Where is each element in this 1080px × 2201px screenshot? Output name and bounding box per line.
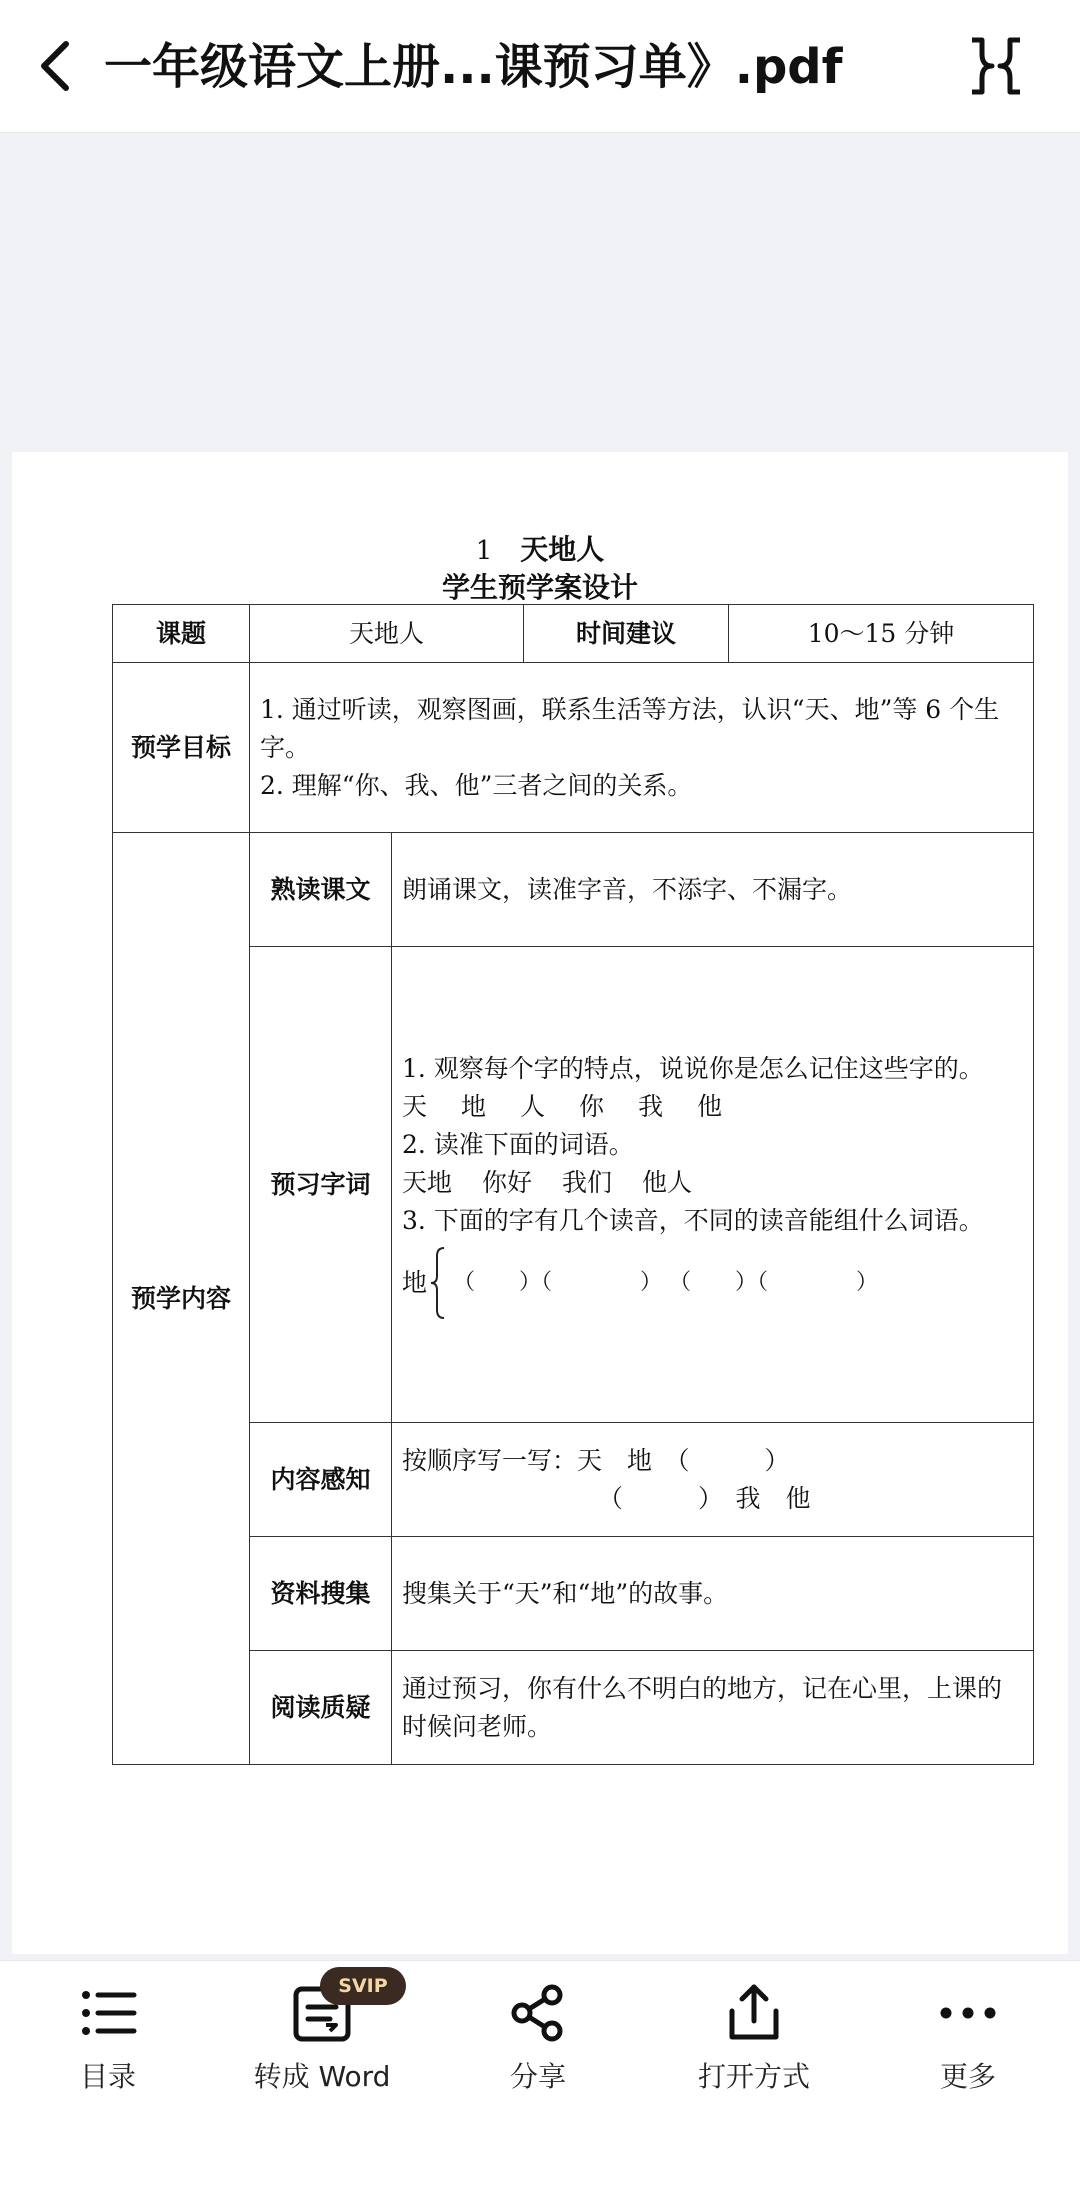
goal-label: 预学目标 — [113, 663, 250, 833]
list-icon — [76, 1981, 140, 2045]
toolbar-label: 分享 — [509, 2060, 566, 2093]
toolbar-label: 更多 — [939, 2060, 996, 2093]
svip-badge: SVIP — [320, 1967, 406, 2005]
goal-line: 1. 通过听读，观察图画，联系生活等方法，认识“天、地”等 6 个生字。 — [260, 694, 1000, 762]
table-row — [113, 1423, 1034, 1537]
word-item: 天地 — [402, 1167, 453, 1197]
share-icon — [506, 1981, 570, 2045]
char-item: 天 — [402, 1091, 428, 1121]
lesson-title: 天地人 — [520, 533, 605, 566]
perceive-content — [392, 1423, 1034, 1537]
char-item: 你 — [579, 1091, 605, 1121]
topic-label: 课题 — [113, 605, 250, 663]
back-button[interactable] — [30, 30, 82, 102]
toolbar-label: 转成 Word — [253, 2060, 391, 2093]
preview-chars — [402, 1088, 1023, 1126]
polyphone-exercise — [402, 1246, 1023, 1320]
paren-row: （ ）（ ） — [453, 1269, 663, 1295]
toolbar-share[interactable] — [438, 1961, 638, 2141]
preview-table — [112, 604, 1034, 1765]
toolbar-contents[interactable] — [8, 1961, 208, 2141]
char-item: 我 — [638, 1091, 664, 1121]
preview-words — [402, 1164, 1023, 1202]
word-item: 你好 — [482, 1167, 533, 1197]
lesson-number: 1 — [475, 536, 493, 566]
brace-icon — [429, 1246, 447, 1320]
document-subtitle: 学生预学案设计 — [441, 571, 638, 604]
preview-label: 预习字词 — [250, 947, 392, 1423]
read-label: 熟读课文 — [250, 833, 392, 947]
open-with-icon — [722, 1981, 786, 2045]
table-row — [113, 605, 1034, 663]
toolbar-label: 目录 — [79, 2060, 136, 2093]
toolbar-open-with[interactable] — [654, 1961, 854, 2141]
preview-question-2: 2. 读准下面的词语。 — [402, 1129, 634, 1159]
collapse-button[interactable] — [966, 34, 1026, 98]
paren-row: （ ）（ ） — [669, 1269, 879, 1295]
table-row — [113, 947, 1034, 1423]
table-row — [113, 1651, 1034, 1765]
table-row — [113, 833, 1034, 947]
bottom-toolbar — [0, 1960, 1080, 2201]
table-row — [113, 1537, 1034, 1651]
perceive-line: 按顺序写一写：天 地 （ ） — [402, 1445, 790, 1475]
collect-label: 资料搜集 — [250, 1537, 392, 1651]
document-title: 一年级语文上册...课预习单》.pdf — [104, 39, 843, 95]
goal-line: 2. 理解“你、我、他”三者之间的关系。 — [260, 770, 693, 800]
paren-rows — [453, 1263, 878, 1303]
char-item: 地 — [461, 1091, 487, 1121]
goal-content — [250, 663, 1034, 833]
word-item: 他人 — [642, 1167, 693, 1197]
question-text: 通过预习，你有什么不明白的地方，记在心里，上课的时候问老师。 — [392, 1651, 1034, 1765]
preview-question-1: 1. 观察每个字的特点，说说你是怎么记住这些字的。 — [402, 1053, 984, 1083]
toolbar-more[interactable] — [868, 1961, 1068, 2141]
pdf-page[interactable] — [12, 452, 1068, 1954]
time-label: 时间建议 — [524, 605, 729, 663]
read-text: 朗诵课文，读准字音，不添字、不漏字。 — [392, 833, 1034, 947]
char-item: 他 — [697, 1091, 723, 1121]
table-row — [113, 663, 1034, 833]
word-item: 我们 — [562, 1167, 613, 1197]
more-icon — [936, 1981, 1000, 2045]
time-value: 10～15 分钟 — [729, 605, 1034, 663]
preview-question-3: 3. 下面的字有几个读音，不同的读音能组什么词语。 — [402, 1205, 984, 1235]
lesson-heading — [12, 528, 1068, 568]
top-bar — [0, 0, 1080, 133]
char-item: 人 — [520, 1091, 546, 1121]
toolbar-label: 打开方式 — [697, 2060, 810, 2093]
collect-text: 搜集关于“天”和“地”的故事。 — [392, 1537, 1034, 1651]
back-icon — [30, 30, 82, 102]
question-label: 阅读质疑 — [250, 1651, 392, 1765]
preview-content — [392, 947, 1034, 1423]
polyphone-char: 地 — [402, 1267, 428, 1297]
collapse-icon — [966, 34, 1026, 98]
content-label: 预学内容 — [113, 833, 250, 1765]
perceive-line: （ ） 我 他 — [598, 1483, 811, 1513]
topic-value: 天地人 — [250, 605, 524, 663]
perceive-label: 内容感知 — [250, 1423, 392, 1537]
